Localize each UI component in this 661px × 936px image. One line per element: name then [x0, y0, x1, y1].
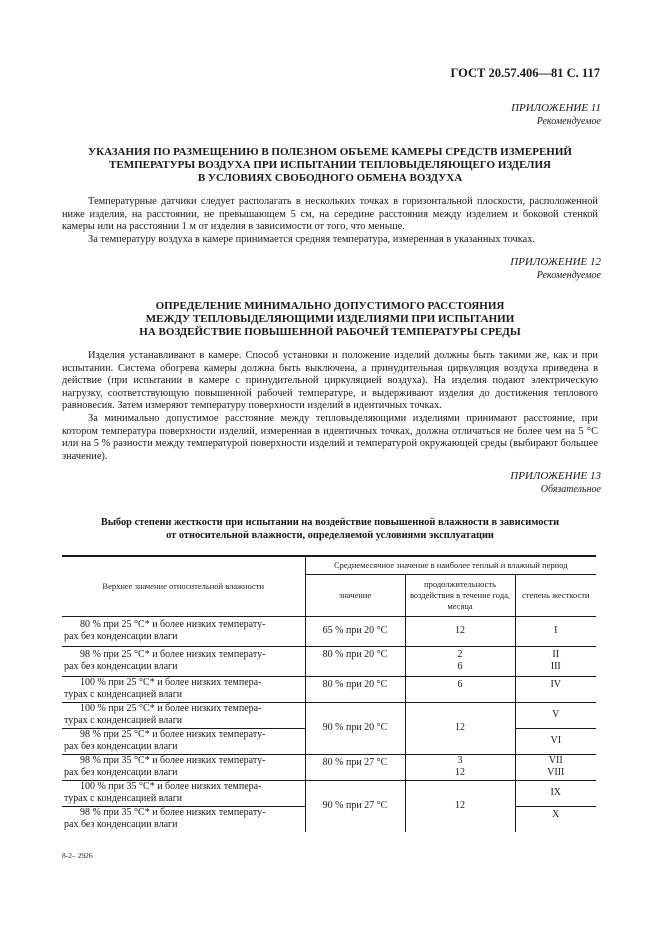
monthly-value: 90 % при 27 °С: [305, 780, 405, 832]
section-12-paragraph-2: За минимально допустимое расстояние между тепловыделяющими изделиями принимают расстояние, при котором температура поверхности изделий, измеренная в идентичных точках, должна отличаться не более чем на 5 °С или на 5 % разности между температурой поверхности изделий и температурой окружающей среды (выбирают большее значение).: [62, 412, 598, 462]
monthly-value: 80 % при 20 °С: [305, 676, 405, 702]
appendix-13-status: Обязательное: [540, 484, 601, 495]
section-11-text: [62, 196, 598, 246]
condition-line: рах без конденсации влаги: [64, 631, 178, 642]
section-11-title: [70, 146, 590, 185]
humidity-condition: [62, 616, 305, 646]
condition-line: 80 % при 25 °С* и более низких температу-: [80, 619, 266, 630]
appendix-11-label: [511, 102, 601, 128]
table-row: [62, 616, 596, 646]
appendix-12-label: [510, 256, 601, 282]
humidity-condition: [62, 754, 305, 780]
humidity-condition: [62, 728, 305, 754]
condition-line: 100 % при 25 °С* и более низких темпера-: [80, 703, 262, 714]
degree-line: II: [552, 649, 560, 660]
table-title-line: Выбор степени жесткости при испытании на воздействие повышенной влажности в зависимости: [100, 517, 560, 528]
humidity-condition: [62, 646, 305, 676]
severity-degree: [515, 646, 596, 676]
degree-line: VII: [548, 755, 563, 766]
condition-line: 100 % при 25 °С* и более низких темпера-: [80, 677, 262, 688]
table-row: [62, 702, 596, 728]
condition-line: рах без конденсации влаги: [64, 767, 178, 778]
table-row: [62, 754, 596, 780]
table-title-line: от относительной влажности, определяемой условиями эксплуатации: [166, 530, 494, 541]
condition-line: 100 % при 35 °С* и более низких темпера-: [80, 781, 262, 792]
appendix-12-status: Рекомендуемое: [536, 270, 601, 281]
header-duration: продолжительность воздействия в течение года, месяца: [405, 574, 515, 616]
monthly-value: 65 % при 20 °С: [305, 616, 405, 646]
header-degree: степень жесткости: [515, 574, 596, 616]
print-code: 8-2– 2926: [62, 851, 93, 860]
section-12-paragraph-1: Изделия устанавливают в камере. Способ установки и положение изделий должны быть такими же, как и при испытании. Система обогрева камеры должна быть выключена, а принудительная циркуляция воздуха приведена в действие (при испытании в камере с принудительной циркуляцией воздуха). На изделия подают электрическую нагрузку, соответствующую повышенной рабочей температуре, и выдерживают изделия до достижения теплового равновесия. Затем измеряют температуру поверхности изделий в идентичных точках.: [62, 350, 598, 412]
monthly-value: 80 % при 27 °С: [305, 754, 405, 780]
section-11-paragraph-1: Температурные датчики следует располагать в нескольких точках в горизонтальной плоскости, расположенной ниже изделия, на расстоянии, не превышающем 5 см, на середине расстояния между изделием и боковой стенкой камеры или на расстоянии 1 м от изделия в зависимости от того, что меньше.: [62, 196, 598, 233]
severity-degree: IV: [515, 676, 596, 702]
condition-line: рах без конденсации влаги: [64, 741, 178, 752]
duration-value: 12: [405, 616, 515, 646]
section-12-title-line: ОПРЕДЕЛЕНИЕ МИНИМАЛЬНО ДОПУСТИМОГО РАССТОЯНИЯ: [155, 300, 505, 312]
condition-line: турах с конденсацией влаги: [64, 793, 183, 804]
duration-line: 3: [457, 755, 463, 766]
section-12-title-line: МЕЖДУ ТЕПЛОВЫДЕЛЯЮЩИМИ ИЗДЕЛИЯМИ ПРИ ИСПЫТАНИИ: [145, 313, 515, 325]
section-12-title-line: НА ВОЗДЕЙСТВИЕ ПОВЫШЕННОЙ РАБОЧЕЙ ТЕМПЕРАТУРЫ СРЕДЫ: [139, 326, 521, 338]
condition-line: рах без конденсации влаги: [64, 819, 178, 831]
monthly-value: 90 % при 20 °С: [305, 702, 405, 754]
condition-line: турах с конденсацией влаги: [64, 689, 183, 700]
condition-line: 98 % при 35 °С* и более низких температу-: [80, 755, 266, 766]
table-row: [62, 780, 596, 806]
severity-degree: IX: [515, 780, 596, 806]
section-11-title-line: ТЕМПЕРАТУРЫ ВОЗДУХА ПРИ ИСПЫТАНИИ ТЕПЛОВЫДЕЛЯЮЩЕГО ИЗДЕЛИЯ: [109, 159, 551, 171]
severity-degree: [515, 754, 596, 780]
humidity-condition: [62, 676, 305, 702]
table-row: [62, 646, 596, 676]
condition-line: 98 % при 35 °С* и более низких температу-: [80, 807, 266, 819]
duration-value: [405, 646, 515, 676]
condition-line: турах с конденсацией влаги: [64, 715, 183, 726]
duration-line: 2: [457, 649, 463, 660]
appendix-11-status: Рекомендуемое: [536, 116, 601, 127]
humidity-condition: [62, 702, 305, 728]
section-11-title-line: УКАЗАНИЯ ПО РАЗМЕЩЕНИЮ В ПОЛЕЗНОМ ОБЪЕМЕ КАМЕРЫ СРЕДСТВ ИЗМЕРЕНИЙ: [88, 146, 572, 158]
section-12-title: [70, 300, 590, 339]
appendix-13-title: ПРИЛОЖЕНИЕ 13: [510, 470, 601, 482]
degree-line: VIII: [547, 767, 565, 778]
table-row: [62, 676, 596, 702]
duration-value: 12: [405, 780, 515, 832]
section-11-title-line: В УСЛОВИЯХ СВОБОДНОГО ОБМЕНА ВОЗДУХА: [197, 172, 463, 184]
appendix-13-label: [510, 470, 601, 496]
severity-table: [62, 555, 596, 832]
header-value: значение: [305, 574, 405, 616]
duration-line: 6: [457, 661, 463, 672]
appendix-11-title: ПРИЛОЖЕНИЕ 11: [511, 102, 601, 114]
monthly-value: 80 % при 20 °С: [305, 646, 405, 676]
condition-line: рах без конденсации влаги: [64, 661, 178, 672]
duration-value: [405, 754, 515, 780]
severity-degree: VI: [515, 728, 596, 754]
degree-line: III: [550, 661, 561, 672]
section-12-text: [62, 350, 598, 463]
duration-value: 12: [405, 702, 515, 754]
condition-line: 98 % при 25 °С* и более низких температу-: [80, 649, 266, 660]
section-11-paragraph-2: За температуру воздуха в камере принимается средняя температура, измеренная в указанных точках.: [88, 233, 536, 245]
humidity-condition: [62, 780, 305, 806]
page-header: ГОСТ 20.57.406—81 С. 117: [450, 66, 600, 80]
duration-value: 6: [405, 676, 515, 702]
duration-line: 12: [455, 767, 465, 778]
severity-degree: I: [515, 616, 596, 646]
severity-degree: X: [515, 806, 596, 832]
header-monthly-group: Среднемесячное значение в наиболее теплый и влажный период: [305, 556, 596, 574]
humidity-condition: [62, 806, 305, 832]
appendix-12-title: ПРИЛОЖЕНИЕ 12: [510, 256, 601, 268]
severity-degree: V: [515, 702, 596, 728]
table-title: [62, 516, 598, 542]
header-humidity: Верхнее значение относительной влажности: [62, 556, 305, 616]
condition-line: 98 % при 25 °С* и более низких температу-: [80, 729, 266, 740]
